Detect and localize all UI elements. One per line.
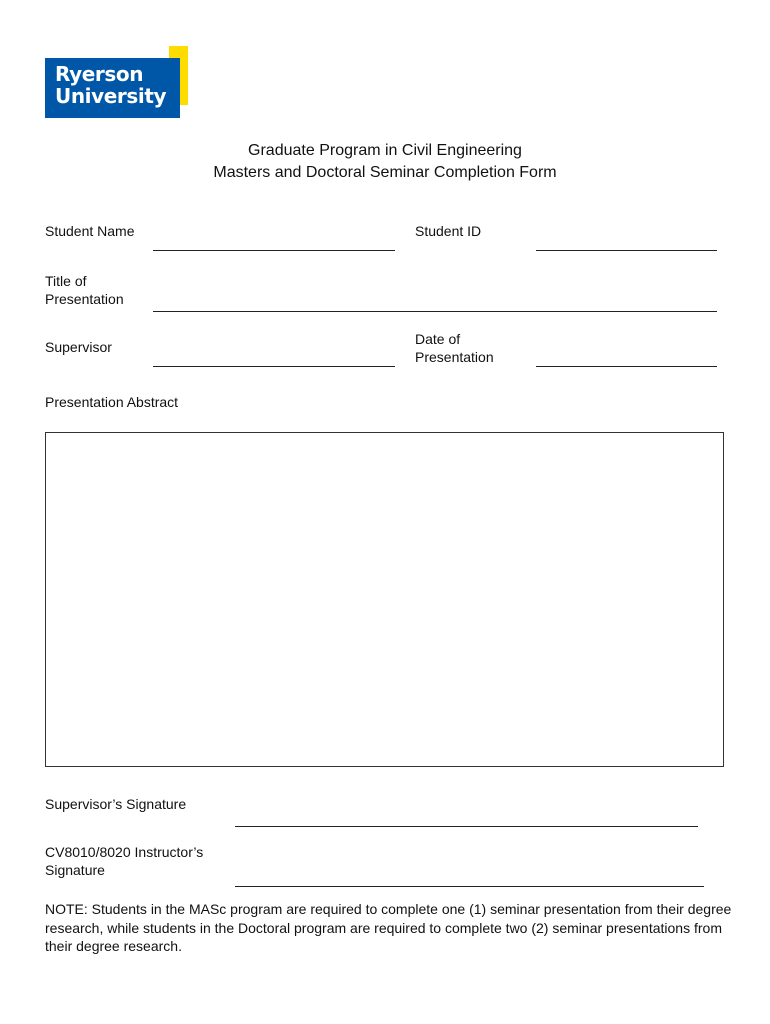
date-label-line-1: Date of — [415, 331, 461, 347]
title-label-line-1: Title of — [45, 273, 87, 289]
presentation-abstract-label: Presentation Abstract — [45, 394, 179, 410]
date-label-line-2: Presentation — [415, 349, 494, 365]
title-of-presentation-label — [45, 272, 124, 308]
logo-line-1: Ryerson — [55, 62, 144, 86]
supervisor-signature-field[interactable] — [235, 826, 698, 827]
program-note: NOTE: Students in the MASc program are required to complete one (1) seminar presentation from their degree research, while students in the Doctoral program are required to complete two (2) seminar presentations from their degree research. — [45, 901, 732, 954]
instructor-label-line-1: CV8010/8020 Instructor’s — [45, 844, 204, 860]
ryerson-logo — [45, 46, 188, 118]
title-of-presentation-field[interactable] — [153, 311, 717, 312]
instructor-label-line-2: Signature — [45, 862, 105, 878]
title-label-line-2: Presentation — [45, 291, 124, 307]
date-of-presentation-field[interactable] — [536, 366, 717, 367]
student-name-label: Student Name — [45, 223, 135, 239]
supervisor-signature-label: Supervisor’s Signature — [45, 796, 187, 812]
logo-line-2: University — [55, 84, 167, 108]
logo-blue-block — [45, 58, 180, 118]
presentation-abstract-box[interactable] — [45, 432, 724, 767]
form-title-program: Graduate Program in Civil Engineering — [248, 142, 522, 159]
supervisor-label: Supervisor — [45, 339, 112, 355]
date-of-presentation-label — [415, 330, 494, 366]
student-id-label: Student ID — [415, 223, 482, 239]
instructor-signature-field[interactable] — [235, 886, 704, 887]
supervisor-field[interactable] — [153, 366, 395, 367]
form-title-form: Masters and Doctoral Seminar Completion Form — [213, 164, 557, 181]
instructor-signature-label — [45, 843, 203, 879]
logo-text — [55, 63, 166, 107]
student-name-field[interactable] — [153, 250, 395, 251]
student-id-field[interactable] — [536, 250, 717, 251]
